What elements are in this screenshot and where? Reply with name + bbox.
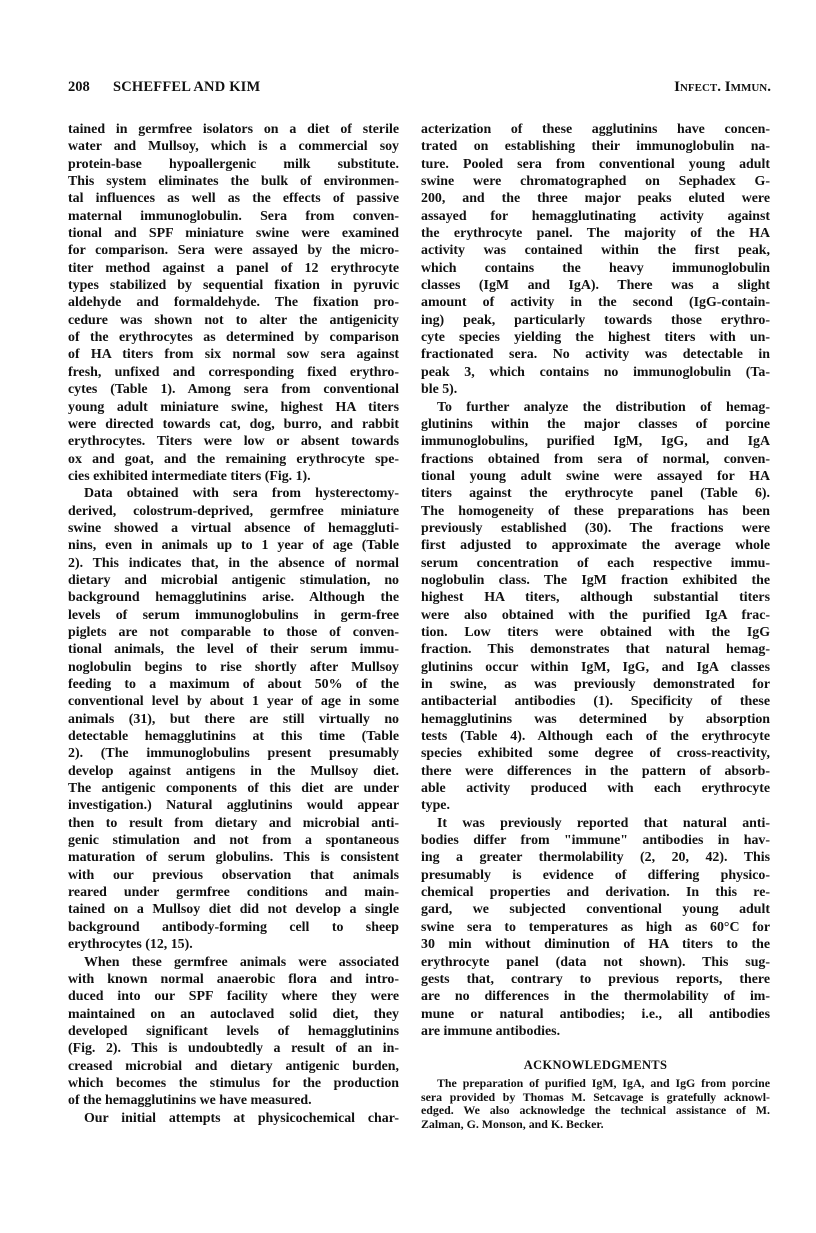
text-line: immunoglobulins, purified IgM, IgG, and IgA [421,434,770,450]
text-line: ing) peak, particularly towards those erythro- [421,312,770,328]
text-line: assayed for hemagglutinating activity against [421,208,770,224]
running-header [68,79,771,99]
text-line: edged. We also acknowledge the technical assistance of M. [421,1103,770,1118]
paragraph [68,1110,399,1127]
journal-name: Infect. Immun. [674,79,771,95]
text-line: duced into our SPF facility where they were [68,989,399,1005]
text-line: peak 3, which contains no immunoglobulin (Ta- [421,364,770,380]
acknowledgments-heading: ACKNOWLEDGMENTS [523,1058,668,1073]
text-line: protein-base hypoallergenic milk substitute. [68,156,399,172]
text-line: titer method against a panel of 12 erythrocyte [68,260,399,276]
text-line: tion. Low titers were obtained with the IgG [421,624,770,640]
text-line: When these germfree animals were associated [84,954,399,970]
text-line: noglobulin class. The IgM fraction exhibited the [421,572,770,588]
text-line: conventional level by about 1 year of age in some [68,694,399,710]
text-line: mune or natural antibodies; i.e., all antibodies [421,1006,770,1022]
left-column [68,121,399,1127]
text-line: type. [421,798,450,814]
paragraph [421,815,770,1040]
text-line: cytes (Table 1). Among sera from conventional [68,382,399,398]
text-line: It was previously reported that natural anti- [437,815,770,831]
text-line: species exhibited some degree of cross-reactivity, [421,746,770,762]
text-line: tests (Table 4). Although each of the erythrocyte [421,729,770,745]
text-line: tional and SPF miniature swine were examined [68,226,399,242]
text-line: developed significant levels of hemagglutinins [68,1023,399,1039]
text-line: were directed towards cat, dog, burro, and rabbit [68,416,399,432]
paragraph [68,485,399,953]
text-line: cyte species yielding the highest titers with un- [421,330,770,346]
text-line: with our previous observation that animals [68,867,399,883]
text-line: background antibody-forming cell to sheep [68,919,399,935]
text-line: develop against antigens in the Mullsoy diet. [68,763,399,779]
text-line: erythrocytes (12, 15). [68,937,193,953]
text-line: which becomes the stimulus for the production [68,1075,399,1091]
text-line: ture. Pooled sera from conventional young adult [421,156,770,172]
text-line: classes (IgM and IgA). There was a slight [421,278,770,294]
running-authors: SCHEFFEL AND KIM [113,79,261,95]
text-line: cies exhibited intermediate titers (Fig. 1). [68,468,311,484]
text-line: bodies differ from "immune" antibodies in hav- [421,833,770,849]
text-line: titers against the erythrocyte panel (Table 6). [421,486,770,502]
text-line: Zalman, G. Monson, and K. Becker. [421,1117,604,1131]
text-line: creased microbial and dietary antigenic burden, [68,1058,399,1074]
text-line: The preparation of purified IgM, IgA, and IgG from porcine [437,1076,770,1091]
text-line: The homogeneity of these preparations has been [421,503,770,519]
page-number: 208 [68,79,90,95]
text-line: tional young adult swine were assayed for HA [421,468,770,484]
text-line: 2). This indicates that, in the absence of normal [68,555,399,571]
text-line: which contains the heavy immunoglobulin [421,260,770,276]
text-line: water and Mullsoy, which is a commercial soy [68,139,399,155]
acknowledgments-text [421,1077,770,1131]
text-line: levels of serum immunoglobulins in germ-free [68,607,399,623]
text-line: young adult miniature swine, highest HA titers [68,399,399,415]
text-line: fractions obtained from sera of normal, conven- [421,451,770,467]
text-line: are no differences in the thermolability of im- [421,989,770,1005]
text-line: acterization of these agglutinins have concen- [421,122,770,137]
text-line: of the hemagglutinins we have measured. [68,1093,312,1109]
text-line: fractionated sera. No activity was detectable in [421,347,770,363]
text-line: detectable hemagglutinins at this time (Table [68,729,399,745]
text-line: swine sera to temperatures as high as 60°C for [421,919,770,935]
text-line: (Fig. 2). This is undoubtedly a result of an in- [68,1041,399,1057]
text-line: fresh, unfixed and corresponding fixed erythro- [68,364,399,380]
text-line: Our initial attempts at physicochemical char- [84,1110,399,1126]
text-line: for comparison. Sera were assayed by the micro- [68,243,399,259]
text-line: maternal immunoglobulin. Sera from conven- [68,208,399,224]
text-line: noglobulin begins to rise shortly after Mullsoy [68,659,399,675]
text-line: of the erythrocytes as determined by comparison [68,330,399,346]
text-line: cedure was shown not to alter the antigenicity [68,312,399,328]
text-line: investigation.) Natural agglutinins would appear [68,798,399,814]
text-line: gests that, contrary to previous reports, there [421,971,770,987]
text-line: 200, and the three major peaks eluted were [421,191,770,207]
text-line: first adjusted to approximate the average whole [421,538,770,554]
text-line: To further analyze the distribution of hemag- [437,399,770,415]
right-column [421,121,770,1132]
text-line: hemagglutinins was determined by absorption [421,711,770,727]
text-line: gard, we subjected conventional young adult [421,902,770,918]
text-line: chemical properties and derivation. In this re- [421,885,770,901]
text-line: serum concentration of each respective immu- [421,555,770,571]
text-line: are immune antibodies. [421,1023,561,1039]
text-line: amount of activity in the second (IgG-contain- [421,295,770,311]
text-line: swine showed a virtual absence of hemaggluti- [68,520,399,536]
text-line: presumably is evidence of differing physico- [421,867,770,883]
text-line: able activity produced with each erythrocyte [421,781,770,797]
text-line: sera provided by Thomas M. Setcavage is gratefully acknowl- [421,1089,770,1104]
text-line: Data obtained with sera from hysterectomy- [84,486,399,502]
text-line: with known normal anaerobic flora and intro- [68,971,399,987]
text-line: maintained on an autoclaved solid diet, they [68,1006,399,1022]
text-line: glutinins within the major classes of porcine [421,416,770,432]
text-line: derived, colostrum-deprived, germfree miniature [68,503,399,519]
text-line: dietary and microbial antigenic stimulation, no [68,572,399,588]
text-line: swine were chromatographed on Sephadex G- [421,174,770,190]
text-line: ing a greater thermolability (2, 20, 42). This [421,850,770,866]
text-line: maturation of serum globulins. This is consistent [68,850,399,866]
text-line: erythrocyte panel (data not shown). This sug- [421,954,770,970]
text-line: highest HA titers, although substantial titers [421,590,770,606]
text-line: genic stimulation and not from a spontaneous [68,833,399,849]
text-line: tained on a Mullsoy diet did not develop a single [68,902,399,918]
text-line: trated on establishing their immunoglobulin na- [421,139,770,155]
text-line: The antigenic components of this diet are under [68,781,399,797]
text-line: aldehyde and formaldehyde. The fixation pro- [68,295,399,311]
text-line: tal influences as well as the effects of passive [68,191,399,207]
text-line: reared under germfree conditions and main- [68,885,399,901]
text-line: This system eliminates the bulk of environmen- [68,174,399,190]
text-line: 30 min without diminution of HA titers to the [421,937,770,953]
text-line: nins, even in animals up to 1 year of age (Table [68,538,399,554]
text-line: the erythrocyte panel. The majority of the HA [421,226,770,242]
text-line: animals (31), but there are still virtually no [68,711,399,727]
paragraph [68,954,399,1110]
text-line: in swine, as was previously demonstrated for [421,677,770,692]
text-line: tained in germfree isolators on a diet of sterile [68,122,399,137]
text-line: glutinins occur within IgM, IgG, and IgA classes [421,659,770,675]
paragraph [421,121,770,399]
text-line: ble 5). [421,382,458,398]
text-line: fraction. This demonstrates that natural hemag- [421,642,770,658]
text-line: then to result from dietary and microbial anti- [68,815,399,831]
text-line: tional animals, the level of their serum immu- [68,642,399,658]
text-line: antibacterial antibodies (1). Specificity of these [421,694,770,710]
text-line: ox and goat, and the remaining erythrocyte spe- [68,451,399,467]
text-line: erythrocytes. Titers were low or absent towards [68,434,399,450]
text-line: there were differences in the pattern of absorb- [421,763,770,779]
text-line: background hemagglutinins arise. Although the [68,590,399,606]
text-line: feeding to a maximum of about 50% of the [68,677,399,692]
text-line: previously established (30). The fractions were [421,520,770,536]
paragraph [68,121,399,485]
text-line: piglets are not comparable to those of conven- [68,624,399,640]
text-line: activity was contained within the first peak, [421,243,770,259]
text-line: were also obtained with the purified IgA frac- [421,607,770,623]
text-line: of HA titers from six normal sow sera against [68,347,399,363]
paragraph [421,399,770,815]
text-line: 2). (The immunoglobulins present presumably [68,746,399,762]
text-line: types stabilized by sequential fixation in pyruvic [68,278,399,294]
